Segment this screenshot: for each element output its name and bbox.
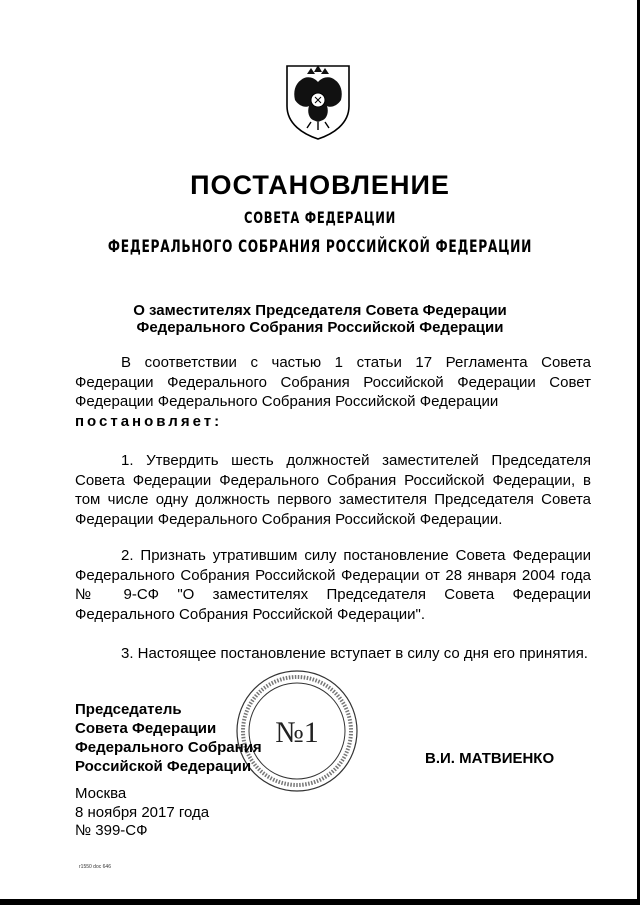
item-3-text: 3. Настоящее постановление вступает в силу со дня его принятия.	[121, 645, 588, 662]
item-1-paragraph	[75, 451, 591, 529]
signer-name: В.И. МАТВИЕНКО	[425, 750, 555, 767]
item-2-paragraph	[75, 546, 591, 624]
document-title: ПОСТАНОВЛЕНИЕ	[190, 170, 450, 200]
signature-line-2: Совета Федерации	[75, 720, 217, 737]
signature-line-4: Российской Федерации	[75, 758, 252, 775]
date: 8 ноября 2017 года	[75, 803, 210, 821]
subject-line-2: Федерального Собрания Российской Федерации	[136, 319, 504, 336]
preamble-paragraph	[75, 353, 591, 431]
document-subtitle-2: ФЕДЕРАЛЬНОГО СОБРАНИЯ РОССИЙСКОЙ ФЕДЕРАЦИИ	[107, 237, 533, 257]
footer-code: r1550 doc 646	[79, 864, 111, 870]
item-2-text: 2. Признать утратившим силу постановление Совета Федерации Федерального Собрания Российской Федерации от 28 января 2004 года № 9-СФ "О заместителях Председателя Совета Федерации Федерального Собрания Российской Федерации".	[75, 547, 591, 623]
subject-line-1: О заместителях Председателя Совета Федерации	[133, 302, 507, 319]
place: Москва	[75, 785, 127, 802]
document-subtitle-1: СОВЕТА ФЕДЕРАЦИИ	[244, 208, 396, 227]
stamp-number: №1	[275, 716, 319, 749]
preamble-text: В соответствии с частью 1 статьи 17 Регламента Совета Федерации Федерального Собрания Российской Федерации Совет Федерации Федерального Собрания Российской Федерации	[75, 354, 591, 410]
item-3-paragraph	[75, 644, 591, 664]
place-date-block	[75, 785, 209, 841]
signature-line-3: Федерального Собрания	[75, 739, 262, 756]
signature-line-1: Председатель	[75, 701, 182, 718]
item-1-text: 1. Утвердить шесть должностей заместителей Председателя Совета Федерации Федерального Собрания Российской Федерации, в том числе одну должность первого заместителя Председателя Совета Федерации Федерального Собрания Российской Федерации.	[75, 452, 591, 528]
coat-of-arms-icon	[283, 62, 353, 142]
signature-block	[75, 700, 262, 776]
page-border-bottom	[0, 899, 640, 905]
document-number: № 399-СФ	[75, 822, 148, 839]
resolves-word: постановляет:	[75, 412, 223, 430]
